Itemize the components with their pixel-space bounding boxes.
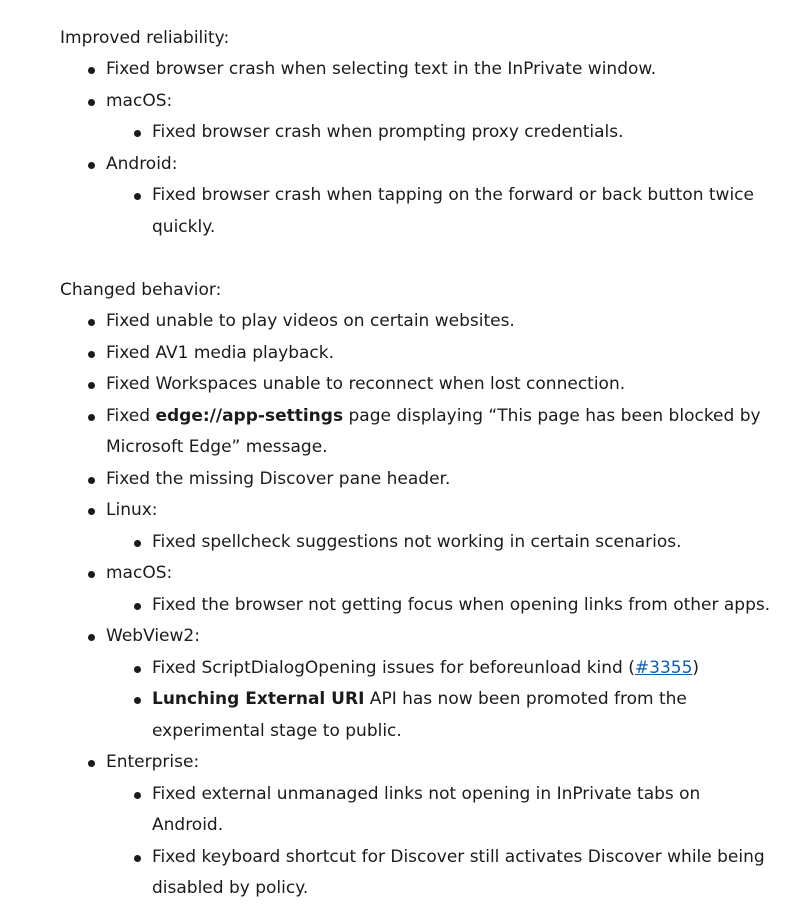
list-item-text: Fixed the missing Discover pane header. [106, 468, 451, 489]
platform-item-webview2 [60, 621, 773, 747]
linux-sublist [106, 527, 773, 559]
list-item-text: Fixed spellcheck suggestions not working in certain scenarios. [152, 531, 682, 552]
platform-item-android [60, 149, 773, 244]
macos-sublist [106, 117, 773, 149]
platform-label: macOS: [106, 90, 173, 111]
list-item-text: Fixed browser crash when tapping on the forward or back button twice quickly. [152, 185, 754, 237]
list-item-text: Fixed the browser not getting focus when opening links from other apps. [152, 594, 771, 615]
list-item [106, 590, 773, 622]
platform-label: Android: [106, 153, 178, 174]
section-title-improved-reliability: Improved reliability: [60, 28, 230, 48]
android-sublist [106, 180, 773, 243]
platform-label: WebView2: [106, 626, 200, 646]
issue-3355-link[interactable]: #3355 [634, 657, 693, 678]
list-item [60, 464, 773, 496]
list-item-close: ) [692, 657, 700, 678]
platform-item-macos [60, 86, 773, 149]
list-item-text: Fixed unable to play videos on certain websites. [106, 311, 515, 331]
changed-behavior-section [60, 274, 773, 905]
list-item-prefix: Fixed [106, 405, 156, 426]
list-item [60, 401, 773, 464]
list-item-text: Fixed Workspaces unable to reconnect when lost connection. [106, 374, 626, 394]
list-item [106, 842, 773, 905]
list-item [60, 369, 773, 401]
list-item [60, 54, 773, 86]
improved-reliability-section [60, 22, 773, 243]
list-item-text: API has now been promoted from the experimental stage to public. [152, 689, 687, 741]
list-item-text: Fixed keyboard shortcut for Discover still activates Discover while being disabled by policy. [152, 846, 765, 898]
list-item-text: Fixed AV1 media playback. [106, 342, 334, 363]
list-item [106, 779, 773, 842]
platform-label: Enterprise: [106, 752, 200, 772]
list-item-text: Fixed browser crash when selecting text in the InPrivate window. [106, 59, 657, 79]
platform-item-linux [60, 495, 773, 558]
macos-sublist [106, 590, 773, 622]
list-item [106, 684, 773, 747]
enterprise-sublist [106, 779, 773, 905]
changed-behavior-list [60, 306, 773, 905]
list-item [106, 527, 773, 559]
list-item [60, 306, 773, 338]
platform-item-enterprise [60, 747, 773, 905]
platform-item-macos [60, 558, 773, 621]
list-item [60, 338, 773, 370]
app-settings-url: edge://app-settings [155, 405, 344, 426]
improved-reliability-list [60, 54, 773, 243]
api-name: Lunching External URI [152, 689, 365, 709]
list-item [106, 117, 773, 149]
list-item-text: Fixed browser crash when prompting proxy credentials. [152, 122, 624, 142]
list-item-suffix: page displaying “This page has been blocked by Microsoft Edge” message. [106, 405, 761, 457]
list-item-text: Fixed ScriptDialogOpening issues for beforeunload kind ( [152, 657, 635, 678]
section-title-changed-behavior: Changed behavior: [60, 280, 222, 300]
webview2-sublist [106, 653, 773, 748]
list-item [106, 180, 773, 243]
platform-label: macOS: [106, 563, 173, 583]
list-item-text: Fixed external unmanaged links not opening in InPrivate tabs on Android. [152, 783, 701, 835]
list-item [106, 653, 773, 685]
platform-label: Linux: [106, 500, 158, 520]
